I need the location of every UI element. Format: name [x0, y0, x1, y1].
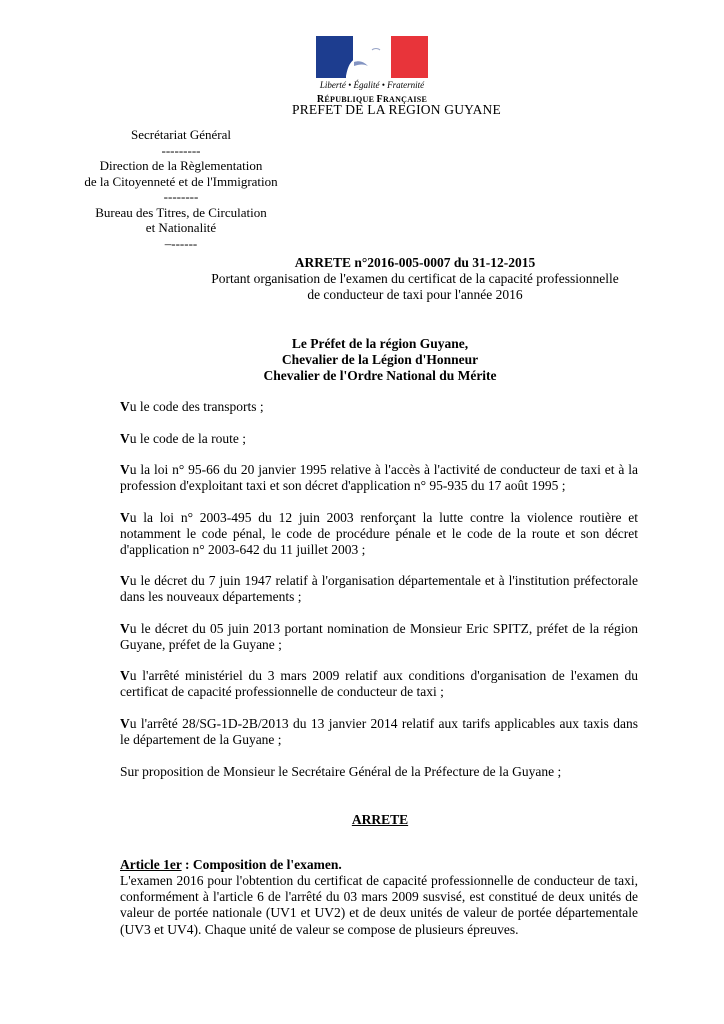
office-separator: –------ [164, 235, 198, 251]
office-separator: -------- [163, 189, 199, 204]
marianne-profile-icon [316, 36, 428, 78]
prefet-title-line: Chevalier de la Légion d'Honneur [281, 352, 479, 367]
visa-paragraph: Vu le code des transports ; [120, 399, 264, 414]
visa-paragraph: Vu l'arrêté ministériel du 3 mars 2009 relatif aux conditions d'organisation de l'examen du certificat de capacité professionnelle de conducteur de taxi ; [120, 668, 638, 700]
office-separator: --------- [161, 142, 201, 158]
arrete-subject-line: Portant organisation de l'examen du certificat de la capacité professionnelle [211, 271, 619, 286]
prefet-header: PREFET DE LA REGION GUYANE [292, 102, 501, 117]
arrete-subject-line: de conducteur de taxi pour l'année 2016 [307, 287, 523, 302]
prefet-titles [170, 336, 590, 384]
article-1-heading: Article 1er : Composition de l'examen. [120, 857, 342, 872]
republique-francaise-label: RÉPUBLIQUE FRANÇAISE [316, 94, 428, 105]
visa-paragraph: Vu la loi n° 95-66 du 20 janvier 1995 relative à l'accès à l'activité de conducteur de taxi et à la profession d'exploitant taxi et son décret d'application n° 95-935 du 17 août 1995 ; [120, 462, 638, 494]
article-1-text: L'examen 2016 pour l'obtention du certificat de capacité professionnelle de conducteur de taxi, conformément à l'article 6 de l'arrêté du 03 mars 2009 susvisé, est constitué de deux unités de valeur de portée nationale (UV1 et UV2) et de deux unités de valeur de portée départementale (UV3 et UV4). Chaque unité de valeur se compose de plusieurs épreuves. [120, 873, 638, 937]
proposition-paragraph: Sur proposition de Monsieur le Secrétaire Général de la Préfecture de la Guyane ; [120, 764, 562, 779]
article-1-title: Composition de l'examen. [192, 857, 342, 872]
office-line: Direction de la Règlementation [99, 158, 263, 173]
visa-paragraph: Vu l'arrêté 28/SG-1D-2B/2013 du 13 janvier 2014 relatif aux tarifs applicables aux taxis dans le département de la Guyane ; [120, 716, 638, 748]
arrete-title [180, 255, 650, 303]
visa-paragraph: Vu le code de la route ; [120, 431, 246, 446]
visa-paragraph: Vu le décret du 7 juin 1947 relatif à l'organisation départementale et à l'institution préfectorale dans les nouveaux départements ; [120, 573, 638, 605]
tricolor-flag-icon [316, 36, 428, 78]
article-1-label: Article 1er [120, 857, 182, 872]
visa-paragraph: Vu le décret du 05 juin 2013 portant nomination de Monsieur Eric SPITZ, préfet de la région Guyane, préfet de la Guyane ; [120, 621, 638, 653]
arrete-number: ARRETE n°2016-005-0007 du 31-12-2015 [294, 255, 536, 270]
office-line: Bureau des Titres, de Circulation [95, 204, 267, 220]
marianne-logo [316, 36, 428, 105]
office-line: et Nationalité [145, 220, 217, 235]
office-line: de la Citoyenneté et de l'Immigration [84, 173, 278, 189]
logo-motto: Liberté • Égalité • Fraternité [319, 80, 425, 90]
visa-paragraph: Vu la loi n° 2003-495 du 12 juin 2003 renforçant la lutte contre la violence routière et notamment le code pénal, le code de procédure pénale et le code de la route et son décret d'application n° 2003-642 du 11 juillet 2003 ; [120, 510, 638, 558]
prefet-title-line: Chevalier de l'Ordre National du Mérite [263, 368, 497, 383]
office-line: Secrétariat Général [131, 127, 231, 142]
prefet-title-line: Le Préfet de la région Guyane, [291, 336, 469, 351]
arrete-heading: ARRETE [351, 812, 409, 827]
issuing-office-block [70, 127, 292, 251]
